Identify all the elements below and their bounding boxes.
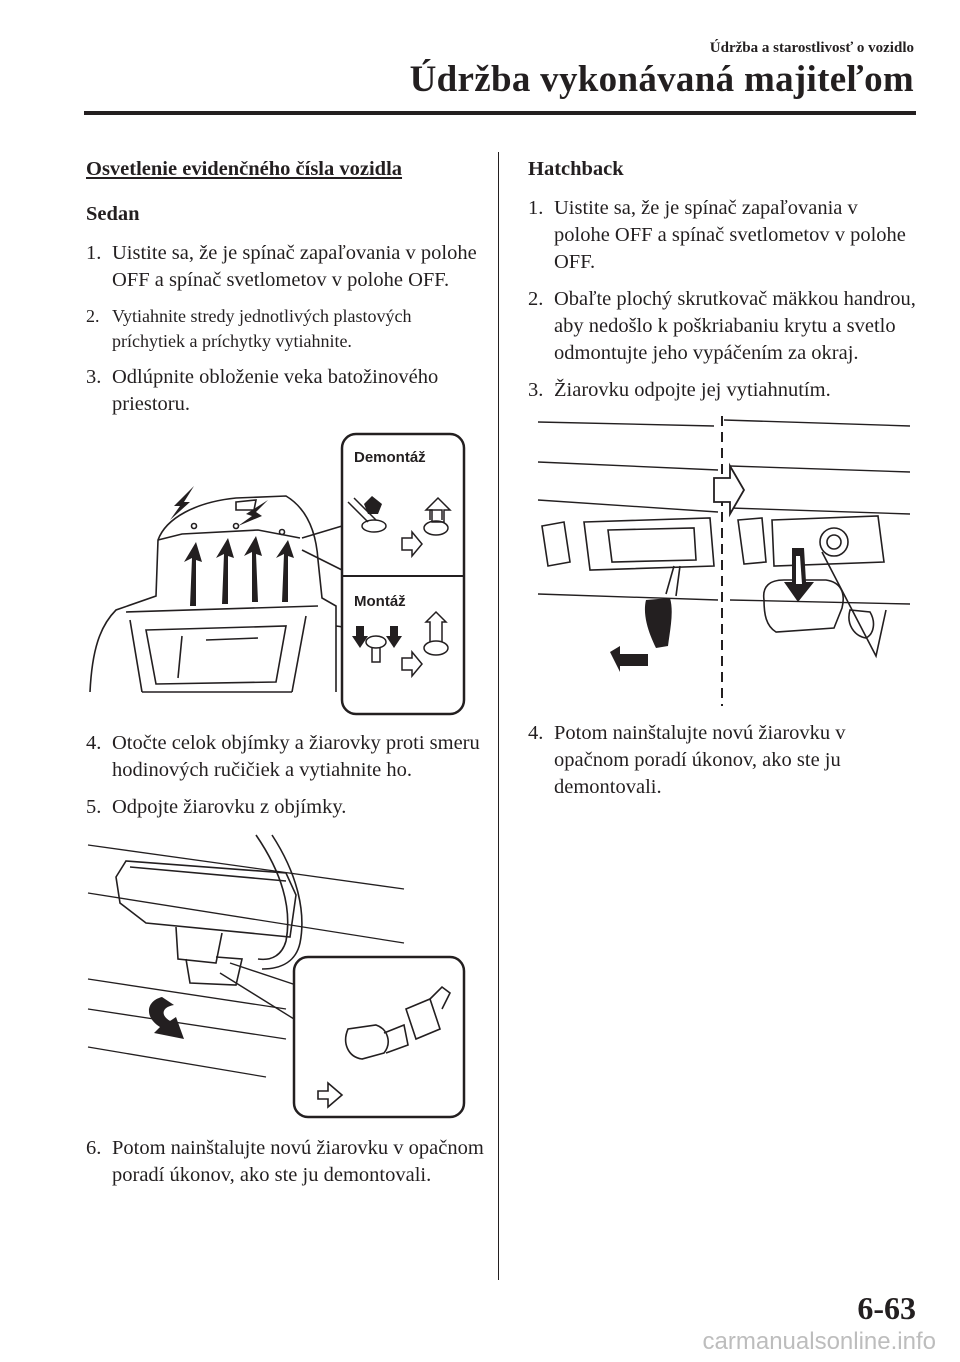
step-number: 5. bbox=[86, 796, 102, 818]
step-text: Otočte celok objímky a žiarovky proti smeru hodinových ručičiek a vytiahnite ho. bbox=[112, 732, 480, 781]
sedan-step-2 bbox=[86, 304, 486, 354]
step-number: 6. bbox=[86, 1137, 102, 1159]
right-column bbox=[528, 150, 918, 811]
step-text: Uistite sa, že je spínač zapaľovania v polohe OFF a spínač svetlometov v polohe OFF. bbox=[554, 197, 906, 273]
watermark: carmanualsonline.info bbox=[702, 1328, 936, 1355]
trunk-lid-figure bbox=[86, 430, 486, 716]
step-number: 3. bbox=[528, 379, 544, 401]
page-number: 6-63 bbox=[857, 1290, 916, 1326]
header-rule bbox=[84, 111, 916, 115]
step-text: Odpojte žiarovku z objímky. bbox=[112, 796, 347, 818]
step-number: 4. bbox=[86, 732, 102, 754]
hatchback-heading: Hatchback bbox=[528, 158, 624, 180]
sedan-step-3 bbox=[86, 364, 486, 418]
label-remove: Demontáž bbox=[354, 449, 426, 466]
sedan-step-4 bbox=[86, 730, 486, 784]
step-number: 4. bbox=[528, 722, 544, 744]
sedan-step-5 bbox=[86, 794, 486, 821]
bulb-socket-figure bbox=[86, 833, 486, 1121]
step-text: Potom nainštalujte novú žiarovku v opačnom poradí úkonov, ako ste ju demontovali. bbox=[554, 722, 846, 798]
step-text: Vytiahnite stredy jednotlivých plastových príchytiek a príchytky vytiahnite. bbox=[112, 306, 412, 351]
step-text: Obaľte plochý skrutkovač mäkkou handrou, aby nedošlo k poškriabaniu krytu a svetlo odmontujte jeho vypáčením za okraj. bbox=[554, 288, 916, 364]
step-number: 3. bbox=[86, 366, 102, 388]
step-text: Odlúpnite obloženie veka batožinového priestoru. bbox=[112, 366, 439, 415]
sedan-step-1 bbox=[86, 240, 486, 294]
hatchback-step-4 bbox=[528, 720, 918, 801]
step-number: 2. bbox=[528, 288, 544, 310]
step-text: Žiarovku odpojte jej vytiahnutím. bbox=[554, 379, 831, 401]
left-column bbox=[86, 150, 486, 1199]
section-title: Osvetlenie evidenčného čísla vozidla bbox=[86, 158, 403, 180]
sedan-step-6 bbox=[86, 1135, 486, 1189]
page-title: Údržba vykonávaná majiteľom bbox=[409, 59, 914, 100]
step-text: Potom nainštalujte novú žiarovku v opačnom poradí úkonov, ako ste ju demontovali. bbox=[112, 1137, 484, 1186]
step-text: Uistite sa, že je spínač zapaľovania v polohe OFF a spínač svetlometov v polohe OFF. bbox=[112, 242, 477, 291]
hatchback-step-3 bbox=[528, 377, 918, 404]
hatchback-lamp-figure bbox=[534, 416, 918, 706]
label-install: Montáž bbox=[354, 593, 406, 610]
step-number: 1. bbox=[86, 242, 102, 264]
sedan-heading: Sedan bbox=[86, 203, 140, 225]
step-number: 2. bbox=[86, 306, 100, 326]
column-divider bbox=[498, 152, 499, 1280]
hatchback-step-2 bbox=[528, 286, 918, 367]
step-number: 1. bbox=[528, 197, 544, 219]
chapter-header: Údržba a starostlivosť o vozidlo bbox=[709, 40, 914, 56]
hatchback-step-1 bbox=[528, 195, 918, 276]
